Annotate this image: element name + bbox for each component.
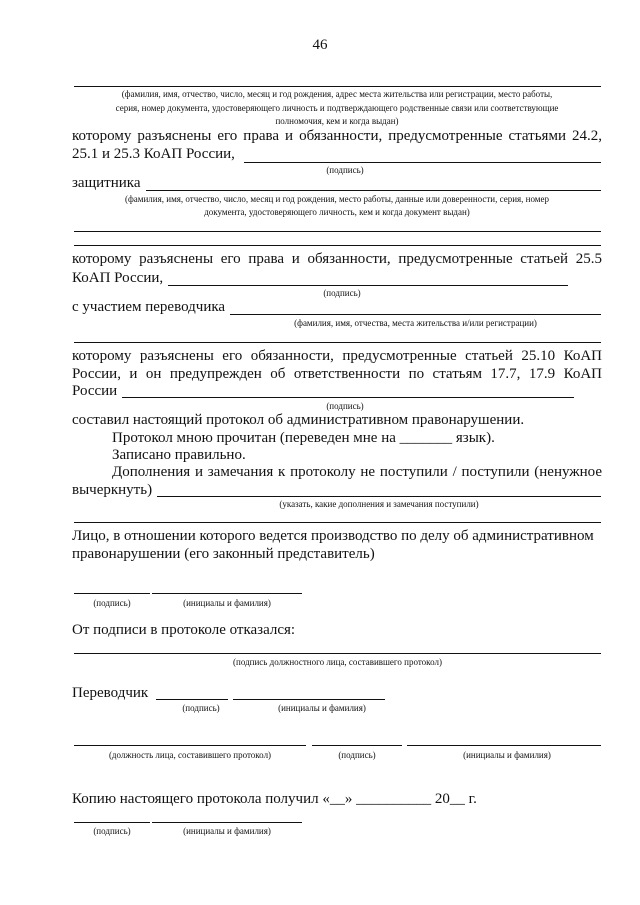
signature-line — [122, 397, 574, 398]
initials-caption: (инициалы и фамилия) — [183, 826, 271, 836]
caption: (фамилия, имя, отчество, число, месяц и год рождения, место работы, данные или доверенности, серия, номер — [124, 194, 550, 204]
caption: серия, номер документа, удостоверяющего личность и подтверждающего родственные связи или соответствующие — [115, 103, 559, 113]
signature-line — [156, 699, 228, 700]
refusal-label: От подписи в протоколе отказался: — [72, 622, 296, 638]
initials-line — [407, 745, 601, 746]
caption: (подпись должностного лица, составившего протокол) — [233, 657, 442, 667]
fill-line — [74, 522, 601, 523]
rights-text: которому разъяснены его права и обязанности, предусмотренные статьями 24.2, — [72, 128, 602, 144]
signature-line — [74, 822, 150, 823]
initials-line — [233, 699, 385, 700]
signature-caption: (подпись) — [326, 165, 364, 175]
protocol-read: Протокол мною прочитан (переведен мне на _______ язык). — [112, 430, 495, 446]
initials-caption: (инициалы и фамилия) — [183, 598, 271, 608]
signature-caption: (подпись) — [182, 703, 220, 713]
rights-text: КоАП России, — [72, 270, 164, 286]
initials-line — [152, 593, 302, 594]
duties-text: России, и он предупрежден об ответственности по статьям 17.7, 17.9 КоАП — [72, 366, 602, 382]
rights-text: которому разъяснены его права и обязанности, предусмотренные статьей 25.5 — [72, 251, 602, 267]
signature-caption: (подпись) — [338, 750, 376, 760]
signature-line — [168, 285, 568, 286]
person-text: правонарушении (его законный представитель) — [72, 546, 375, 562]
signature-line — [74, 593, 150, 594]
duties-text: которому разъяснены его обязанности, предусмотренные статьей 25.10 КоАП — [72, 348, 602, 364]
caption: (фамилия, имя, отчества, места жительства и/или регистрации) — [294, 318, 537, 328]
signature-caption: (подпись) — [323, 288, 361, 298]
duties-text: России — [72, 383, 118, 399]
rights-text: 25.1 и 25.3 КоАП России, — [72, 146, 235, 162]
signature-caption: (подпись) — [93, 598, 131, 608]
initials-caption: (инициалы и фамилия) — [463, 750, 551, 760]
fill-line — [146, 190, 601, 191]
initials-line — [152, 822, 302, 823]
fill-line — [74, 245, 601, 246]
person-text: Лицо, в отношении которого ведется производство по делу об административном — [72, 528, 594, 544]
defender-label: защитника — [72, 175, 141, 191]
position-line — [74, 745, 306, 746]
fill-line — [74, 653, 601, 654]
position-caption: (должность лица, составившего протокол) — [108, 750, 272, 760]
caption: документа, удостоверяющего личность, кем и когда документ выдан) — [204, 207, 470, 217]
initials-caption: (инициалы и фамилия) — [278, 703, 366, 713]
fill-line — [74, 86, 601, 87]
interpreter-label: с участием переводчика — [72, 299, 226, 315]
caption: (указать, какие дополнения и замечания поступили) — [279, 499, 479, 509]
protocol-recorded: Записано правильно. — [112, 447, 246, 463]
protocol-composed: составил настоящий протокол об административном правонарушении. — [72, 412, 525, 428]
translator-label: Переводчик — [72, 685, 149, 701]
fill-line — [157, 496, 601, 497]
signature-caption: (подпись) — [93, 826, 131, 836]
fill-line — [74, 231, 601, 232]
caption: (фамилия, имя, отчество, число, месяц и год рождения, адрес места жительства или регистрации, место работы, — [121, 89, 553, 99]
fill-line — [230, 314, 601, 315]
page-number: 46 — [312, 37, 328, 53]
caption: полномочия, кем и когда выдан) — [275, 116, 399, 126]
signature-line — [312, 745, 402, 746]
signature-caption: (подпись) — [326, 401, 364, 411]
signature-line — [244, 162, 601, 163]
copy-received: Копию настоящего протокола получил «__» __________ 20__ г. — [72, 791, 477, 807]
additions-text: Дополнения и замечания к протоколу не поступили / поступили (ненужное — [112, 464, 602, 480]
fill-line — [74, 342, 601, 343]
additions-text: вычеркнуть) — [72, 482, 153, 498]
